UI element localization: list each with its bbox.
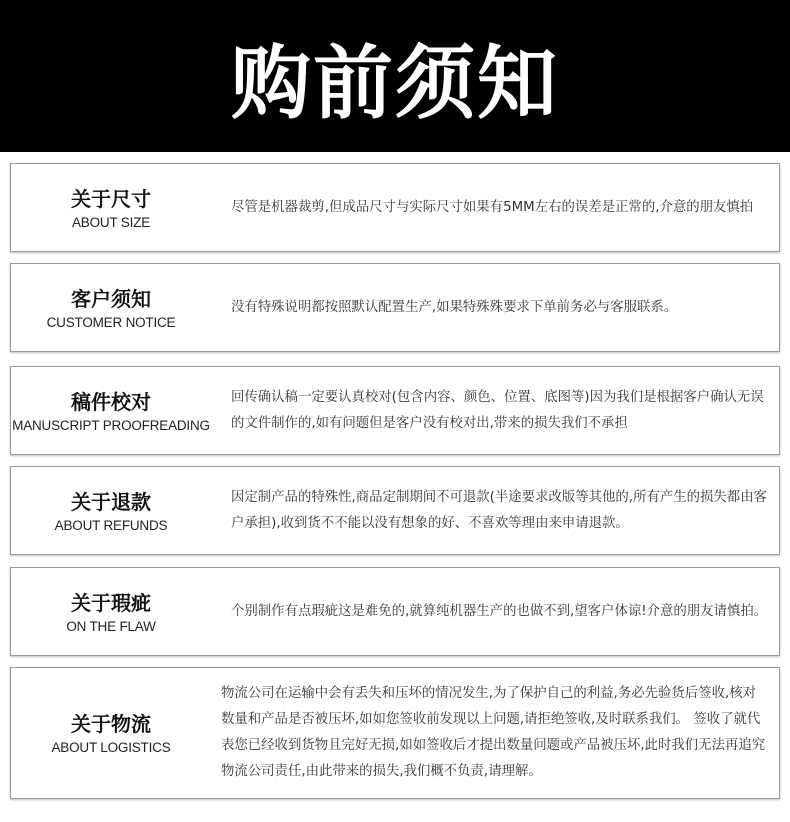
card-title: 客户须知 bbox=[71, 286, 151, 311]
notice-card-customer bbox=[10, 263, 780, 352]
card-subtitle: ABOUT REFUNDS bbox=[54, 517, 168, 533]
card-text: 回传确认稿一定要认真校对(包含内容、颜色、位置、底图等)因为我们是根据客户确认无误的文件制作的,如有问题但是客户没有校对出,带来的损失我们不承担 bbox=[231, 389, 764, 431]
card-text: 物流公司在运输中会有丢失和压坏的情况发生,为了保护自己的利益,务必先验货后签收,核对数量和产品是否被压坏,如如您签收前发现以上问题,请拒绝签收,及时联系我们。 签收了就代表您已经收到货物且完好无损,如如签收后才提出数量问题或产品被压坏,此时我们无法再追究物流公司责任,由此带来的损失,我们概不负责,请理解。 bbox=[221, 686, 766, 779]
card-text: 因定制产品的特殊性,商品定制期间不可退款(半途要求改版等其他的,所有产生的损失都由客户承担),收到货不不能以没有想象的好、不喜欢等理由来申请退款。 bbox=[231, 489, 767, 531]
notice-card-size bbox=[10, 163, 780, 252]
card-title: 稿件校对 bbox=[71, 389, 151, 414]
card-title: 关于物流 bbox=[71, 712, 151, 736]
page-title: 购前须知 bbox=[231, 36, 559, 130]
notice-card-refunds bbox=[10, 466, 780, 555]
card-subtitle: MANUSCRIPT PROOFREADING bbox=[12, 417, 210, 433]
card-heading bbox=[11, 467, 211, 554]
notice-card-flaw bbox=[10, 567, 780, 656]
notice-card-logistics bbox=[10, 667, 780, 799]
card-subtitle: ON THE FLAW bbox=[66, 618, 156, 634]
card-subtitle: CUSTOMER NOTICE bbox=[46, 314, 176, 330]
card-text: 个别制作有点瑕疵这是难免的,就算纯机器生产的也做不到,望客户体谅!介意的朋友请慎拍。 bbox=[231, 603, 768, 619]
card-text: 没有特殊说明都按照默认配置生产,如果特殊殊要求下单前务必与客服联系。 bbox=[231, 299, 678, 315]
card-text: 尽管是机器裁剪,但成品尺寸与实际尺寸如果有5MM左右的误差是正常的,介意的朋友慎拍 bbox=[231, 199, 754, 215]
card-subtitle: ABOUT SIZE bbox=[71, 214, 151, 230]
card-heading bbox=[11, 668, 211, 798]
card-subtitle: ABOUT LOGISTICS bbox=[51, 740, 171, 755]
card-heading bbox=[11, 164, 211, 251]
card-title: 关于瑕疵 bbox=[71, 590, 151, 615]
card-heading bbox=[11, 367, 211, 454]
header-banner bbox=[0, 0, 790, 152]
card-heading bbox=[11, 264, 211, 351]
notice-card-proofreading bbox=[10, 366, 780, 455]
card-title: 关于尺寸 bbox=[71, 186, 151, 211]
card-title: 关于退款 bbox=[71, 489, 151, 514]
card-heading bbox=[11, 568, 211, 655]
